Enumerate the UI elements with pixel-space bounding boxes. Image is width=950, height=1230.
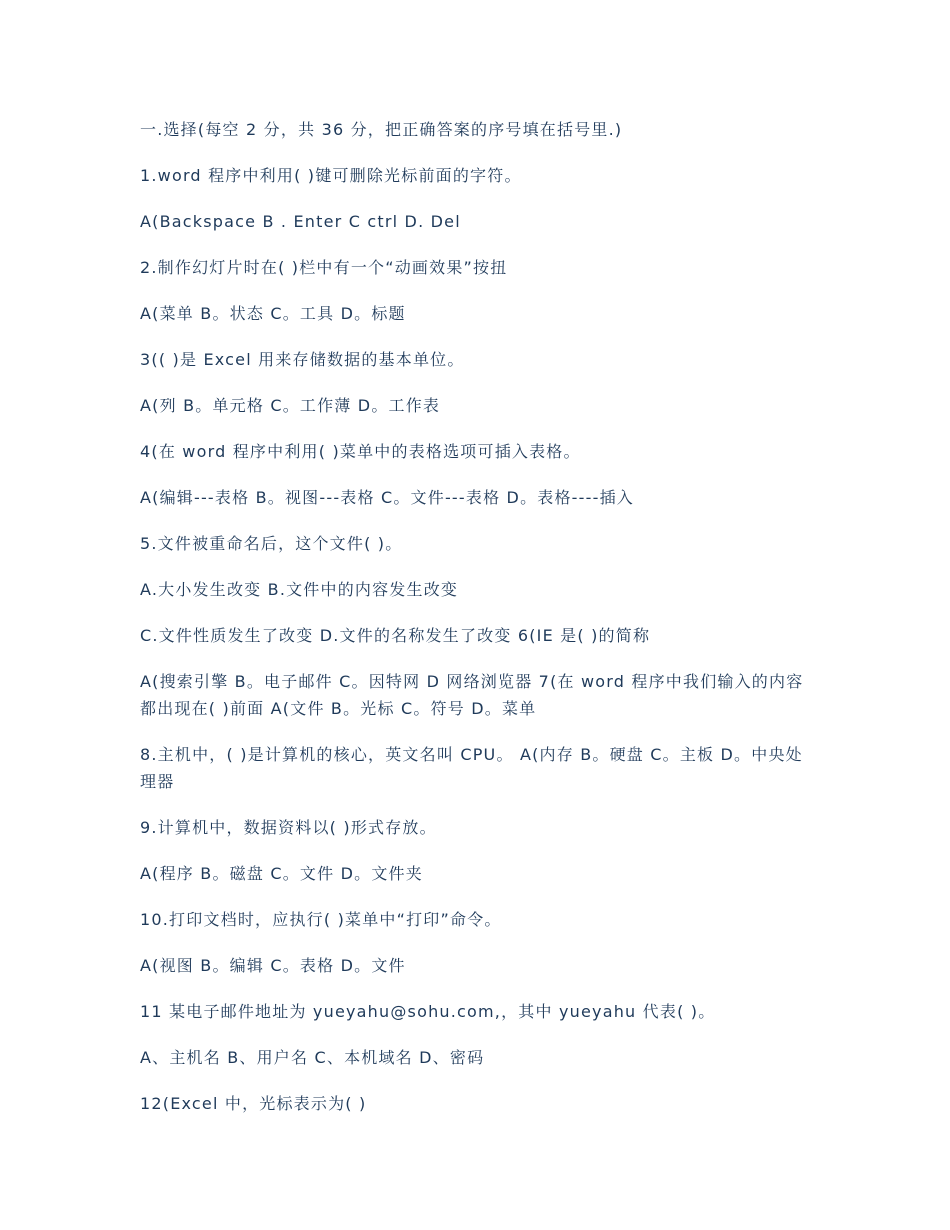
options-3: A(列 B。单元格 C。工作薄 D。工作表 xyxy=(140,396,441,415)
section-heading: 一.选择(每空 2 分，共 36 分，把正确答案的序号填在括号里.) xyxy=(140,120,623,139)
options-1: A(Backspace B . Enter C ctrl D. Del xyxy=(140,212,461,231)
question-12: 12(Excel 中，光标表示为( ) xyxy=(140,1094,367,1113)
options-9: A(程序 B。磁盘 C。文件 D。文件夹 xyxy=(140,864,423,883)
question-9: 9.计算机中，数据资料以( )形式存放。 xyxy=(140,818,437,837)
question-4: 4(在 word 程序中利用( )菜单中的表格选项可插入表格。 xyxy=(140,442,581,461)
options-2: A(菜单 B。状态 C。工具 D。标题 xyxy=(140,304,406,323)
question-2: 2.制作幻灯片时在( )栏中有一个“动画效果”按扭 xyxy=(140,258,508,277)
options-6-question-7: A(搜索引擎 B。电子邮件 C。因特网 D 网络浏览器 7(在 word 程序中我们输入的内容都出现在( )前面 A(文件 B。光标 C。符号 D。菜单 xyxy=(140,672,804,718)
question-3: 3(( )是 Excel 用来存储数据的基本单位。 xyxy=(140,350,465,369)
options-11: A、主机名 B、用户名 C、本机域名 D、密码 xyxy=(140,1048,485,1067)
question-1: 1.word 程序中利用( )键可删除光标前面的字符。 xyxy=(140,166,522,185)
options-5-b: C.文件性质发生了改变 D.文件的名称发生了改变 6(IE 是( )的简称 xyxy=(140,626,651,645)
question-8: 8.主机中，( )是计算机的核心，英文名叫 CPU。 A(内存 B。硬盘 C。主板 D。中央处理器 xyxy=(140,745,803,791)
question-5: 5.文件被重命名后，这个文件( )。 xyxy=(140,534,403,553)
question-10: 10.打印文档时，应执行( )菜单中“打印”命令。 xyxy=(140,910,502,929)
document-body xyxy=(140,116,808,1136)
question-11: 11 某电子邮件地址为 yueyahu@sohu.com,，其中 yueyahu 代表( )。 xyxy=(140,1002,716,1021)
options-4: A(编辑---表格 B。视图---表格 C。文件---表格 D。表格----插入 xyxy=(140,488,634,507)
options-5-a: A.大小发生改变 B.文件中的内容发生改变 xyxy=(140,580,459,599)
options-10: A(视图 B。编辑 C。表格 D。文件 xyxy=(140,956,406,975)
